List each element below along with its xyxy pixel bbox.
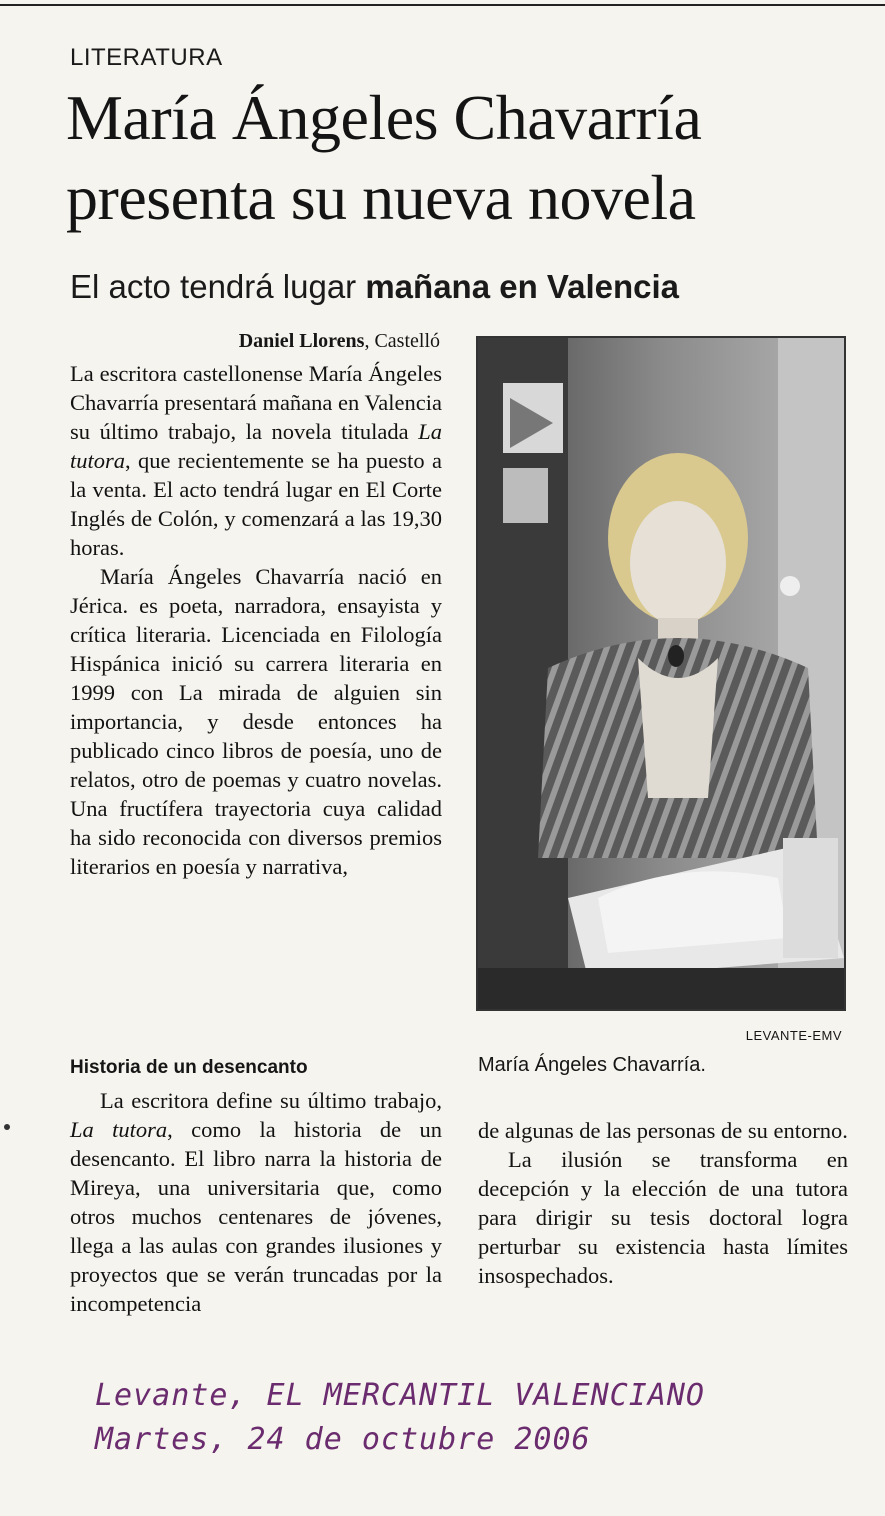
headline — [66, 78, 866, 238]
paragraph-4: de algunas de las personas de su entorno. — [478, 1118, 848, 1143]
subtitle-bold: mañana en Valencia — [365, 268, 680, 305]
subtitle-regular: El acto tendrá lugar — [70, 268, 366, 305]
byline-place: , Castelló — [364, 330, 440, 352]
article-column-2 — [478, 1116, 848, 1290]
headline-line-2: presenta su nueva novela — [66, 162, 696, 233]
author-photo — [476, 336, 846, 1011]
photo-credit: LEVANTE-EMV — [745, 1028, 842, 1043]
paragraph-3-text: La escritora define su último trabajo, — [100, 1088, 442, 1113]
paragraph-3 — [70, 1086, 442, 1318]
margin-dot — [4, 1124, 10, 1130]
book-title: La tutora — [70, 419, 442, 473]
paragraph-5: La ilusión se transforma en decepción y la elección de una tutora para dirigir su tesis doctoral logra perturbar su existencia hasta límites insospechados. — [478, 1147, 848, 1288]
paragraph-1-text: La escritora castellonense María Ángeles Chavarría presentará mañana en Valencia su último trabajo, la novela titulada — [70, 361, 442, 444]
subheading: Historia de un desencanto — [70, 1057, 308, 1078]
paragraph-1 — [70, 359, 442, 562]
article-column-1 — [70, 359, 442, 881]
paragraph-2: María Ángeles Chavarría nació en Jérica. es poeta, narradora, ensayista y crítica literaria. Licenciada en Filología Hispánica inició su carrera literaria en 1999 con La mirada de alguien sin importancia, y desde entonces ha publicado cinco libros de poesía, uno de relatos, otro de poemas y cuatro novelas. Una fructífera trayectoria cuya calidad ha sido reconocida con diversos premios literarios en poesía y narrativa, — [70, 564, 442, 879]
article-column-1-continued — [70, 1086, 442, 1318]
book-title: La tutora — [70, 1117, 168, 1142]
paragraph-1-rest: , que recientemente se ha puesto a la venta. El acto tendrá lugar en El Corte Inglés de Colón, y comenzará a las 19,30 horas. — [70, 448, 442, 560]
paragraph-3-rest: , como la historia de un desencanto. El libro narra la historia de Mireya, una universitaria que, como otros muchos centenares de jóvenes, llega a las aulas con grandes ilusiones y proyectos que se verán truncadas por la incompetencia — [70, 1117, 443, 1316]
section-label: LITERATURA — [70, 44, 223, 71]
handwritten-date: Martes, 24 de octubre 2006 — [95, 1422, 591, 1457]
byline-author: Daniel Llorens — [238, 330, 365, 352]
photo-caption: María Ángeles Chavarría. — [478, 1054, 706, 1076]
headline-line-1: María Ángeles Chavarría — [66, 82, 702, 153]
byline — [70, 330, 440, 353]
subtitle — [70, 268, 679, 306]
top-rule — [0, 4, 885, 6]
photo-illustration — [478, 338, 844, 1009]
handwritten-source: Levante, EL MERCANTIL VALENCIANO — [95, 1378, 705, 1413]
